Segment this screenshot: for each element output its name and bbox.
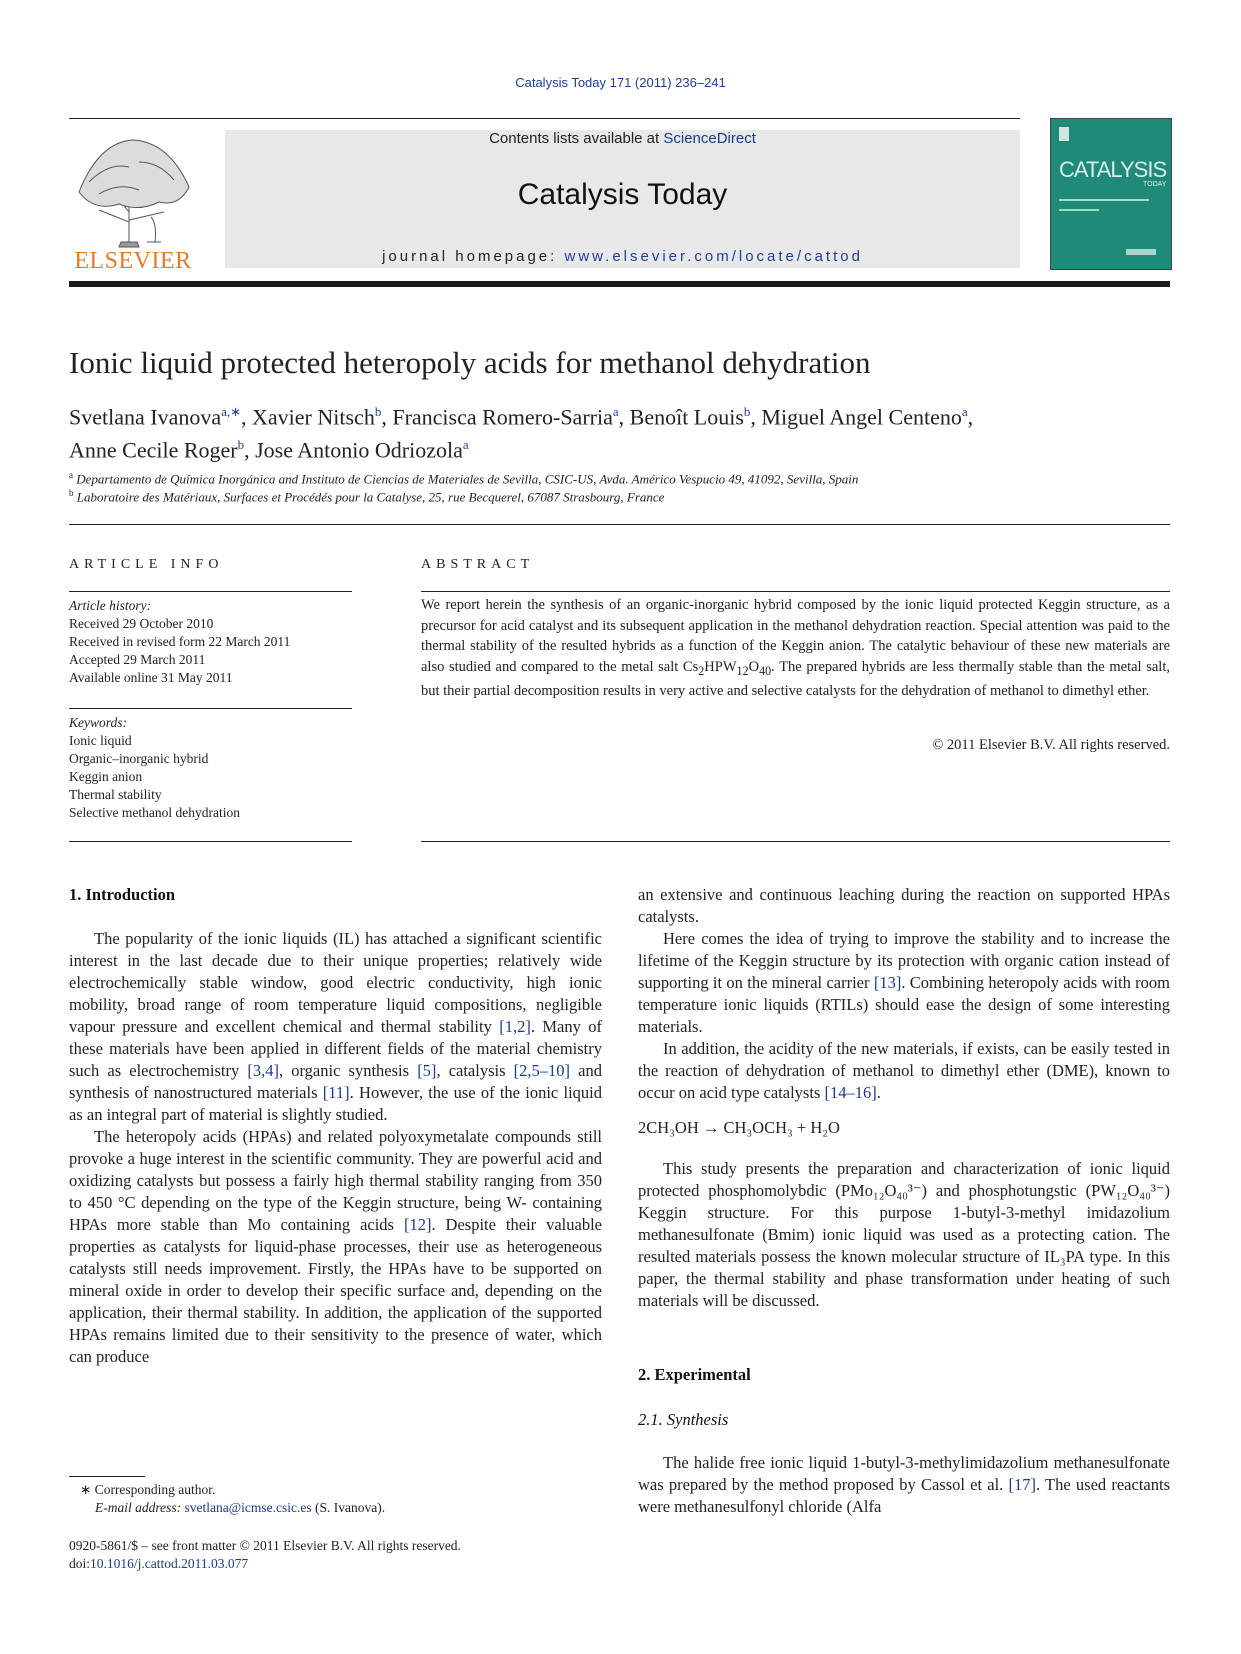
author-affiliation-mark[interactable]: a,∗ [221,404,242,419]
journal-citation[interactable]: Catalysis Today 171 (2011) 236–241 [515,75,726,90]
author: Xavier Nitsch [252,404,375,430]
paragraph: The heteropoly acids (HPAs) and related polyoxymetalate compounds still provoke a huge interest in the scientific community. They are powerful acid and oxidizing catalysts but possess a fairly high thermal stability ranging from 350 to 450 °C depending on the type of the Keggin structure, being W- containing HPAs more stable than Mo containing acids [12]. Despite their valuable properties as catalysts for liquid-phase processes, their use as heterogeneous catalysts still needs improvement. Firstly, the HPAs have to be supported on mineral oxide in order to develop their specific surface and, depending on the application, their thermal stability. In addition, the application of the supported HPAs remains limited due to their sensitivity to the presence of water, which can produce [69,1127,603,1366]
paragraph: Here comes the idea of trying to improve the stability and to increase the lifetime of the Keggin structure by its protection with organic cation instead of supporting it on the mineral carrier [13]. Combining heteropoly acids with room temperature ionic liquids (RTILs) should ease the design of some interesting materials. [638,929,1171,1036]
author-affiliation-mark[interactable]: a [462,437,469,453]
author: Benoît Louis [629,404,744,430]
keyword: Ionic liquid [69,733,132,748]
reference-link[interactable]: [13] [873,973,902,992]
abstract-text: We report herein the synthesis of an organic-inorganic hybrid composed by the ionic liquid protected Keggin structure, as a precursor for acid catalyst and its subsequent application in the methanol dehydration reaction. Special attention was paid to the thermal stability of the resulted hybrids as a function of the Keggin anion. The catalytic behaviour of these new materials are also studied and compared to the metal salt $Cs_2HPW_{12}O_{40}$. The prepared hybrids are less thermally stable than the metal salt, but their partial decomposition results in very active and selective catalysts for the dehydration of methanol to dimethyl ether. [421,597,1170,699]
author: Anne Cecile Roger [69,437,238,463]
reference-link[interactable]: [1,2] [499,1017,531,1036]
keywords-label: Keywords: [69,715,127,730]
paragraph: The popularity of the ionic liquids (IL) has attached a significant scientific interest in the last decade due to their unique properties; relatively wide electrochemically stable window, good electric conductivity, high ionic mobility, broad range of room temperature liquid compositions, negligible vapour pressure and excellent chemical and thermal stability [1,2]. Many of these materials have been applied in different fields of the material chemistry such as electrochemistry [3,4], organic synthesis [5], catalysis [2,5–10] and synthesis of nanostructured materials [11]. However, the use of the ionic liquid as an integral part of material is slightly studied. [69,929,602,1124]
journal-homepage: journal homepage: www.elsevier.com/locate/cattod [382,248,863,265]
section-heading-experimental: 2. Experimental [638,1365,751,1384]
author: Jose Antonio Odriozola [255,437,463,463]
keyword: Keggin anion [69,769,143,784]
journal-title: Catalysis Today [517,178,728,211]
corresponding-author-note: ∗ Corresponding author. [80,1482,216,1497]
info-rule [69,708,352,709]
info-rule [69,591,352,592]
paragraph: In addition, the acidity of the new materials, if exists, can be easily tested in the reaction of dehydration of methanol to dimethyl ether (DME), known to occur on acid type catalysts [14–16]. [638,1039,1170,1102]
paragraph: This study presents the preparation and characterization of ionic liquid protected phosphomolybdic (PMo₁₂O₄₀³⁻) and phosphotungstic (PW₁₂O₄₀³⁻) Keggin structure. For this purpose 1-butyl-3-methyl imidazolium methanesulfonate (Bmim) ionic liquid was used as a protecting cation. The resulted materials possess the known molecular structure of IL₃PA type. In this paper, the thermal stability and phase transformation under heating of such materials will be discussed. [638,1159,1170,1310]
author-affiliation-mark[interactable]: b [743,404,751,419]
history-item: Received 29 October 2010 [69,616,214,631]
cover-title: CATALYSIS [1059,157,1167,182]
affiliation-b: $^b$ Laboratoire des Matériaux, Surfaces et Procédés pour la Catalyse, 25, rue Becquerel, 67087 Strasbourg, France [69,488,665,505]
abstract-rule [421,841,1170,842]
article-info-heading: ARTICLE INFO [69,557,224,572]
paragraph: an extensive and continuous leaching during the reaction on supported HPAs catalysts. [638,885,1170,926]
author-affiliation-mark[interactable]: a [612,404,619,419]
homepage-link[interactable]: www.elsevier.com/locate/cattod [564,248,863,265]
reference-link[interactable]: [12] [403,1215,432,1234]
paragraph: The halide free ionic liquid 1-butyl-3-methylimidazolium methanesulfonate was prepared by the method proposed by Cassol et al. [17]. The used reactants were methanesulfonyl chloride (Alfa [638,1453,1170,1516]
info-rule [69,841,352,842]
subsection-heading-synthesis: 2.1. Synthesis [638,1410,729,1429]
right-column [638,884,1170,1104]
author-list: Svetlana Ivanova$^{a,∗}$, Xavier Nitsch$^b$, Francisca Romero-Sarria$^a$, Benoît Louis$^b$, Miguel Angel Centeno$^a$, Anne Cecile Roger$^b$, Jose Antonio Odriozola$^a$ [69,404,974,463]
abstract-rule [421,591,1170,592]
keywords [69,714,349,822]
reference-link[interactable]: [3,4] [247,1061,279,1080]
article-history [69,597,349,687]
cover-text-line [1059,199,1149,201]
reference-link[interactable]: [11] [322,1083,350,1102]
reference-link[interactable]: [5] [417,1061,437,1080]
issn-line: 0920-5861/$ – see front matter © 2011 Elsevier B.V. All rights reserved. [69,1538,461,1553]
synthesis-text [638,1452,1170,1518]
right-column-continued [638,1158,1170,1312]
header-thick-rule [69,281,1170,287]
author: Svetlana Ivanova [69,404,222,430]
cover-text-line [1059,209,1099,211]
contents-line: Contents lists available at ScienceDirect [489,130,756,147]
paper-title: Ionic liquid protected heteropoly acids for methanol dehydration [69,345,871,380]
cover-emblem [1059,127,1069,141]
reference-link[interactable]: [2,5–10] [513,1061,571,1080]
keyword: Thermal stability [69,787,162,802]
elsevier-wordmark: ELSEVIER [74,248,192,274]
keyword: Organic–inorganic hybrid [69,751,209,766]
history-label: Article history: [69,598,152,613]
reference-link[interactable]: [17] [1008,1475,1037,1494]
author-affiliation-mark[interactable]: b [374,404,382,419]
author: Francisca Romero-Sarria [392,404,613,430]
email-note: E-mail address: svetlana@icmse.csic.es (S. Ivanova). [95,1500,386,1515]
author: Miguel Angel Centeno [761,404,962,430]
doi-line: doi:10.1016/j.cattod.2011.03.077 [69,1556,249,1571]
keyword: Selective methanol dehydration [69,805,240,820]
email-link[interactable]: svetlana@icmse.csic.es [184,1500,312,1515]
abstract-copyright: © 2011 Elsevier B.V. All rights reserved. [932,737,1170,753]
cover-publisher-mark [1126,249,1156,255]
journal-cover [1050,118,1172,270]
author-affiliation-mark[interactable]: a [961,404,968,419]
sciencedirect-link[interactable]: ScienceDirect [663,130,756,147]
reaction-equation: 2CH₃OH → CH₃OCH₃ + H₂O [638,1118,840,1137]
history-item: Available online 31 May 2011 [69,670,233,685]
cover-subtitle: TODAY [1143,181,1167,188]
doi-link[interactable]: 10.1016/j.cattod.2011.03.077 [90,1556,249,1571]
left-column [69,928,602,1368]
affiliation-a: $^a$ Departamento de Química Inorgánica and Instituto de Ciencias de Materiales de Sevilla, CSIC-US, Avda. Américo Vespucio 49, 41092, Sevilla, Spain [69,470,859,487]
section-heading-introduction: 1. Introduction [69,885,176,904]
header-rule [69,118,1020,119]
reference-link[interactable]: [14–16] [824,1083,877,1102]
history-item: Accepted 29 March 2011 [69,652,206,667]
history-item: Received in revised form 22 March 2011 [69,634,291,649]
footnote-rule [69,1476,145,1477]
section-rule [69,524,1170,525]
abstract-heading: ABSTRACT [421,557,535,572]
journal-header-box [225,130,1020,268]
author-affiliation-mark[interactable]: b [237,437,245,453]
